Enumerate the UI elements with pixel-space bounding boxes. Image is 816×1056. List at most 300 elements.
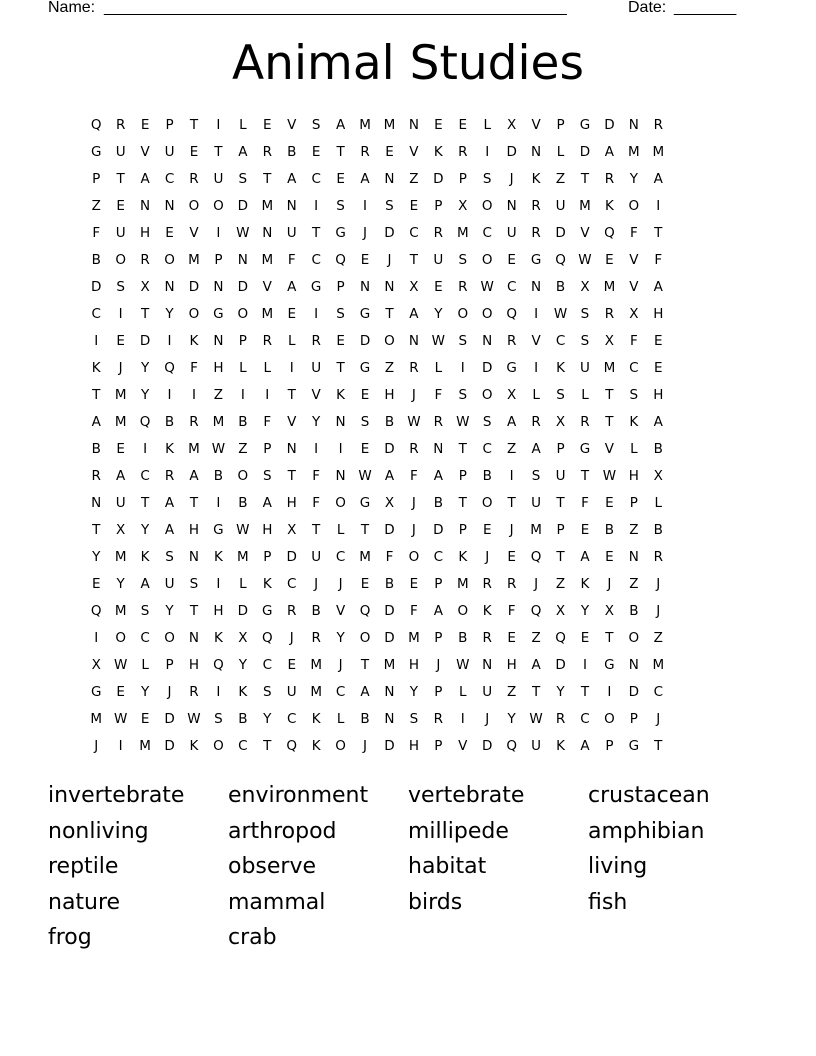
grid-letter: R [189, 171, 199, 187]
grid-letter: T [458, 495, 467, 511]
grid-letter: X [629, 306, 639, 322]
word-list-item: fish [588, 889, 628, 915]
grid-letter: E [507, 630, 516, 646]
grid-letter: E [409, 576, 419, 592]
grid-letter: L [556, 144, 565, 160]
grid-letter: T [409, 252, 419, 268]
grid-letter: M [359, 549, 371, 565]
grid-letter: O [335, 738, 346, 754]
grid-letter: X [555, 603, 566, 619]
grid-letter: T [189, 117, 199, 133]
word-list-item: invertebrate [48, 783, 185, 808]
grid-letter: R [506, 333, 517, 349]
grid-letter: H [286, 495, 297, 511]
grid-row [84, 412, 734, 439]
grid-row [84, 682, 734, 709]
grid-letter: A [433, 603, 443, 619]
grid-letter: Y [580, 603, 590, 619]
grid-letter: C [506, 279, 517, 295]
grid-letter: T [312, 522, 321, 538]
grid-letter: M [261, 252, 274, 268]
grid-letter: E [434, 279, 443, 295]
grid-letter: R [360, 144, 370, 160]
grid-letter: D [555, 225, 566, 241]
grid-letter: A [116, 468, 126, 484]
grid-letter: N [164, 279, 175, 295]
grid-letter: P [458, 468, 467, 484]
grid-letter: O [481, 387, 493, 403]
grid-letter: F [434, 387, 443, 403]
grid-letter: A [433, 468, 443, 484]
grid-letter: N [384, 711, 395, 727]
grid-letter: C [287, 711, 297, 727]
grid-letter: N [531, 144, 542, 160]
grid-letter: T [360, 657, 370, 673]
grid-letter: Z [555, 171, 566, 187]
grid-letter: A [531, 657, 541, 673]
grid-letter: P [92, 171, 101, 187]
grid-letter: B [604, 522, 615, 538]
grid-row [84, 277, 734, 304]
grid-letter: O [481, 198, 493, 214]
grid-letter: V [531, 117, 541, 133]
grid-letter: R [531, 414, 541, 430]
date-label: Date: [628, 0, 667, 16]
grid-letter: H [408, 738, 419, 754]
name-blank-line: ____________________________________________________ [104, 0, 567, 16]
grid-letter: D [482, 360, 493, 376]
grid-letter: A [653, 414, 663, 430]
grid-row [84, 628, 734, 655]
grid-letter: V [458, 738, 468, 754]
grid-letter: H [188, 522, 200, 538]
grid-letter: A [140, 576, 150, 592]
grid-letter: O [188, 306, 200, 322]
grid-letter: V [140, 144, 150, 160]
grid-letter: A [531, 441, 541, 457]
grid-letter: T [605, 630, 614, 646]
grid-letter: K [262, 576, 272, 592]
grid-letter: B [433, 495, 443, 511]
grid-letter: L [141, 657, 149, 673]
grid-letter: S [458, 333, 468, 349]
grid-letter: V [531, 333, 541, 349]
grid-letter: I [118, 738, 123, 754]
grid-letter: O [628, 630, 640, 646]
grid-letter: W [236, 225, 250, 241]
grid-letter: V [189, 225, 199, 241]
grid-letter: S [262, 468, 272, 484]
grid-letter: V [580, 225, 590, 241]
grid-letter: G [359, 306, 371, 322]
grid-letter: E [311, 144, 321, 160]
grid-letter: K [311, 738, 321, 754]
grid-letter: L [459, 684, 467, 700]
grid-letter: G [90, 144, 102, 160]
grid-letter: W [480, 279, 494, 295]
grid-letter: A [384, 468, 395, 484]
grid-letter: B [238, 711, 248, 727]
grid-letter: M [310, 657, 322, 673]
grid-letter: F [507, 603, 516, 619]
grid-letter: M [603, 279, 616, 295]
grid-row [84, 520, 734, 547]
grid-letter: E [507, 549, 516, 565]
grid-letter: T [189, 603, 199, 619]
grid-letter: L [630, 441, 638, 457]
grid-letter: P [434, 684, 443, 700]
grid-letter: U [311, 360, 322, 376]
grid-letter: C [482, 225, 492, 241]
grid-letter: K [140, 549, 150, 565]
grid-letter: Z [629, 576, 639, 592]
grid-letter: K [336, 387, 346, 403]
grid-letter: H [506, 657, 517, 673]
grid-letter: T [556, 495, 565, 511]
grid-letter: R [433, 225, 444, 241]
grid-letter: N [262, 225, 273, 241]
grid-letter: D [384, 225, 395, 241]
grid-letter: S [189, 576, 199, 592]
grid-letter: R [580, 414, 590, 430]
grid-letter: L [239, 576, 247, 592]
grid-letter: K [91, 360, 101, 376]
grid-letter: M [139, 738, 151, 754]
grid-letter: V [287, 414, 297, 430]
grid-letter: H [653, 387, 664, 403]
word-list [48, 781, 768, 959]
grid-letter: A [653, 279, 663, 295]
grid-letter: J [411, 522, 416, 538]
grid-letter: T [287, 468, 296, 484]
grid-letter: J [534, 576, 539, 592]
grid-letter: R [311, 630, 321, 646]
grid-row [84, 304, 734, 331]
grid-letter: D [286, 549, 297, 565]
grid-letter: E [654, 360, 663, 376]
grid-letter: O [408, 549, 420, 565]
grid-row [84, 466, 734, 493]
word-list-item: amphibian [588, 818, 705, 844]
grid-letter: O [481, 306, 493, 322]
grid-letter: R [287, 603, 297, 619]
grid-letter: U [311, 549, 322, 565]
grid-letter: M [114, 387, 127, 403]
grid-letter: E [605, 549, 614, 565]
grid-letter: W [211, 441, 226, 457]
grid-letter: D [188, 279, 200, 295]
word-list-item: reptile [48, 854, 119, 879]
grid-letter: C [238, 738, 248, 754]
grid-letter: U [580, 360, 590, 376]
grid-letter: Q [530, 603, 542, 619]
grid-letter: J [485, 711, 490, 727]
grid-letter: L [287, 333, 296, 349]
grid-letter: Q [90, 603, 102, 619]
grid-letter: Z [653, 630, 663, 646]
grid-letter: K [433, 144, 443, 160]
grid-letter: C [653, 684, 663, 700]
grid-letter: W [456, 414, 470, 430]
grid-letter: R [262, 333, 272, 349]
grid-row [84, 493, 734, 520]
grid-letter: O [164, 252, 175, 268]
grid-letter: G [359, 360, 371, 376]
grid-letter: T [580, 468, 590, 484]
grid-letter: O [164, 630, 175, 646]
grid-letter: R [433, 711, 444, 727]
grid-letter: D [139, 333, 151, 349]
grid-letter: T [214, 144, 223, 160]
grid-letter: F [629, 225, 638, 241]
grid-letter: W [113, 711, 128, 727]
grid-letter: Y [507, 711, 516, 727]
grid-letter: P [434, 576, 443, 592]
date-blank-line: _______ [674, 0, 737, 16]
grid-letter: W [602, 468, 617, 484]
grid-letter: I [216, 576, 221, 592]
grid-letter: N [286, 441, 297, 457]
grid-letter: L [336, 711, 345, 727]
grid-letter: R [91, 468, 101, 484]
grid-letter: K [580, 576, 590, 592]
grid-letter: S [140, 603, 150, 619]
grid-letter: E [580, 630, 590, 646]
grid-letter: D [359, 333, 371, 349]
grid-letter: J [118, 360, 123, 376]
grid-letter: K [311, 711, 321, 727]
grid-letter: S [238, 171, 248, 187]
grid-letter: A [653, 171, 663, 187]
word-list-item: habitat [408, 854, 487, 879]
grid-row [84, 142, 734, 169]
grid-letter: M [114, 414, 127, 430]
grid-letter: E [116, 441, 125, 457]
grid-letter: C [580, 711, 590, 727]
grid-letter: N [237, 252, 248, 268]
grid-letter: L [581, 387, 589, 403]
grid-letter: L [336, 522, 345, 538]
grid-letter: R [189, 414, 199, 430]
grid-letter: T [654, 225, 663, 241]
grid-letter: A [335, 117, 346, 133]
grid-letter: T [605, 414, 614, 430]
grid-letter: J [436, 657, 441, 673]
grid-letter: M [652, 144, 665, 160]
grid-letter: K [165, 441, 174, 457]
grid-letter: C [311, 171, 321, 187]
grid-letter: X [91, 657, 101, 673]
grid-letter: A [287, 279, 297, 295]
grid-letter: T [385, 306, 394, 322]
grid-letter: D [237, 198, 249, 214]
grid-letter: X [604, 603, 615, 619]
grid-letter: B [653, 441, 663, 457]
grid-letter: K [238, 684, 248, 700]
grid-letter: S [336, 306, 345, 322]
grid-letter: P [165, 657, 174, 673]
grid-letter: X [580, 279, 590, 295]
grid-letter: O [115, 630, 126, 646]
grid-letter: D [604, 117, 615, 133]
grid-letter: O [457, 306, 469, 322]
grid-letter: M [579, 198, 591, 214]
grid-letter: W [113, 657, 128, 673]
grid-letter: J [656, 576, 661, 592]
grid-letter: Y [116, 576, 125, 592]
grid-letter: G [90, 684, 102, 700]
grid-letter: X [287, 522, 297, 538]
grid-row [84, 169, 734, 196]
grid-letter: F [287, 252, 296, 268]
grid-letter: J [289, 630, 294, 646]
grid-letter: B [555, 279, 566, 295]
grid-letter: D [384, 441, 395, 457]
grid-letter: S [458, 252, 468, 268]
grid-letter: M [359, 117, 371, 133]
grid-letter: D [433, 171, 444, 187]
grid-letter: R [653, 117, 663, 133]
grid-letter: W [456, 657, 470, 673]
grid-letter: B [311, 603, 321, 619]
grid-letter: N [384, 171, 395, 187]
grid-letter: D [628, 684, 640, 700]
grid-letter: O [213, 198, 224, 214]
grid-letter: Y [140, 360, 150, 376]
word-list-item: living [588, 854, 648, 879]
grid-letter: Q [139, 414, 151, 430]
grid-row [84, 196, 734, 223]
grid-letter: B [238, 414, 248, 430]
grid-letter: A [580, 738, 590, 754]
word-list-item: vertebrate [408, 783, 525, 808]
grid-letter: O [628, 198, 640, 214]
grid-letter: P [556, 117, 565, 133]
grid-letter: P [336, 279, 345, 295]
grid-letter: O [335, 495, 346, 511]
grid-letter: G [579, 441, 591, 457]
grid-letter: F [312, 495, 321, 511]
grid-letter: V [335, 603, 346, 619]
grid-letter: F [629, 333, 638, 349]
grid-letter: Y [434, 306, 443, 322]
grid-letter: J [363, 225, 368, 241]
grid-letter: H [653, 306, 664, 322]
grid-letter: D [237, 279, 249, 295]
grid-letter: Q [555, 252, 566, 268]
grid-letter: R [189, 684, 199, 700]
grid-letter: C [164, 171, 175, 187]
grid-letter: W [187, 711, 201, 727]
grid-letter: P [605, 738, 614, 754]
grid-letter: Q [286, 738, 298, 754]
grid-letter: Y [165, 603, 174, 619]
grid-letter: N [482, 657, 493, 673]
grid-letter: C [140, 468, 150, 484]
grid-letter: E [458, 117, 468, 133]
grid-letter: N [628, 117, 639, 133]
grid-letter: W [529, 711, 543, 727]
grid-row [84, 358, 734, 385]
grid-letter: N [433, 441, 444, 457]
grid-letter: D [433, 522, 444, 538]
grid-letter: N [384, 279, 395, 295]
grid-letter: I [314, 198, 319, 214]
grid-letter: L [434, 360, 443, 376]
grid-letter: C [262, 657, 272, 673]
grid-letter: W [358, 468, 372, 484]
grid-letter: Y [409, 684, 419, 700]
grid-row [84, 331, 734, 358]
grid-letter: J [509, 171, 514, 187]
grid-letter: T [336, 360, 345, 376]
grid-letter: T [654, 738, 663, 754]
grid-letter: R [458, 144, 468, 160]
grid-letter: L [239, 360, 247, 376]
grid-letter: I [656, 198, 661, 214]
grid-letter: Y [165, 306, 174, 322]
grid-letter: E [654, 333, 663, 349]
grid-letter: E [336, 171, 345, 187]
grid-letter: V [629, 279, 639, 295]
grid-letter: C [433, 549, 444, 565]
grid-row [84, 709, 734, 736]
grid-letter: O [481, 495, 493, 511]
grid-letter: S [360, 414, 370, 430]
grid-letter: G [213, 306, 224, 322]
grid-letter: N [408, 117, 419, 133]
grid-letter: B [629, 603, 639, 619]
grid-letter: B [91, 252, 101, 268]
grid-letter: T [336, 144, 345, 160]
grid-letter: S [531, 468, 541, 484]
grid-letter: U [164, 144, 175, 160]
grid-letter: B [213, 468, 224, 484]
grid-letter: Y [629, 171, 638, 187]
grid-letter: F [312, 468, 321, 484]
grid-letter: N [213, 333, 224, 349]
grid-letter: M [188, 252, 200, 268]
grid-letter: J [411, 495, 416, 511]
grid-letter: R [604, 171, 615, 187]
grid-letter: S [336, 198, 345, 214]
grid-letter: Q [555, 630, 566, 646]
grid-letter: D [237, 603, 249, 619]
grid-letter: U [286, 684, 297, 700]
grid-letter: C [555, 333, 566, 349]
grid-letter: E [409, 198, 419, 214]
grid-letter: S [214, 711, 223, 727]
grid-letter: F [385, 549, 394, 565]
grid-letter: I [191, 387, 196, 403]
grid-letter: S [556, 387, 565, 403]
grid-letter: W [407, 414, 421, 430]
grid-letter: F [410, 468, 418, 484]
grid-letter: S [458, 387, 468, 403]
grid-letter: M [652, 657, 665, 673]
grid-letter: E [263, 117, 272, 133]
grid-letter: V [604, 441, 615, 457]
grid-letter: U [555, 468, 566, 484]
grid-letter: N [335, 468, 346, 484]
grid-letter: U [115, 144, 126, 160]
grid-letter: U [115, 495, 126, 511]
grid-letter: O [457, 603, 469, 619]
grid-letter: C [335, 684, 346, 700]
grid-letter: E [287, 657, 296, 673]
grid-letter: L [263, 360, 272, 376]
grid-letter: G [262, 603, 273, 619]
